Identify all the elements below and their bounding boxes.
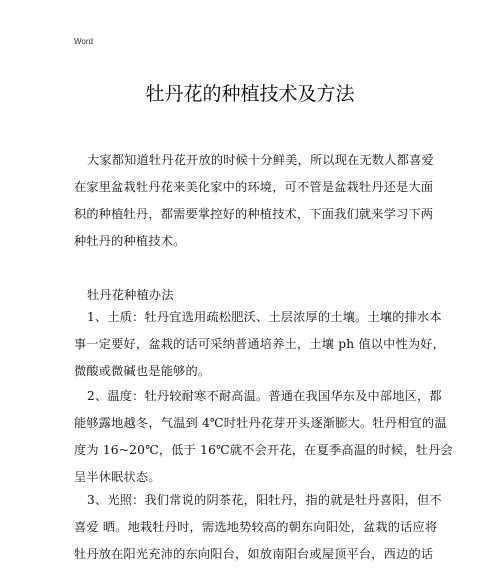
item-temperature [74, 383, 453, 491]
paragraph-line: 牡丹放在阳光充沛的东向阳台，如放南阳台或屋顶平台，西边的话 [74, 547, 434, 561]
intro-paragraph [74, 147, 434, 255]
paragraph-line: 在家里盆栽牡丹花来美化家中的环境，可不管是盆栽牡丹还是大面 [74, 180, 434, 194]
paragraph-line: 度为 16~20℃，低于 16℃就不会开花，在夏季高温的时候，牡丹会 [74, 443, 453, 457]
page-header: Word [74, 37, 93, 46]
paragraph-line: 呈半休眠状态。 [74, 470, 161, 484]
paragraph-line: 1、土质：牡丹宜选用疏松肥沃、土层浓厚的土壤。土壤的排水本 [87, 310, 442, 324]
paragraph-line: 喜爱 晒。地栽牡丹时，需选地势较高的朝东向阳处，盆栽的话应将 [74, 520, 438, 534]
paragraph-line: 2、温度：牡丹较耐寒不耐高温。普通在我国华东及中部地区，都 [87, 389, 442, 403]
paragraph-line: 3、光照：我们常说的阴茶花，阳牡丹，指的就是牡丹喜阳，但不 [87, 493, 442, 507]
paragraph-line: 大家都知道牡丹花开放的时候十分鲜美，所以现在无数人都喜爱 [87, 153, 434, 167]
paragraph-line: 积的种植牡丹，都需要掌控好的种植技术，下面我们就来学习下两 [74, 207, 434, 221]
section-heading: 牡丹花种植办法 [87, 288, 174, 302]
item-light [74, 487, 442, 568]
paragraph-line: 事一定要好，盆栽的话可采纳普通培养土，土壤 ph 值以中性为好， [74, 337, 446, 351]
document-title: 牡丹花的种植技术及方法 [145, 83, 355, 105]
paragraph-line: 种牡丹的种植技术。 [74, 234, 186, 248]
item-soil [74, 304, 446, 385]
paragraph-line: 能够露地越冬，气温到 4℃时牡丹花芽开头逐渐膨大。牡丹相宜的温 [74, 416, 447, 430]
paragraph-line: 微酸或微碱也是能够的。 [74, 364, 211, 378]
